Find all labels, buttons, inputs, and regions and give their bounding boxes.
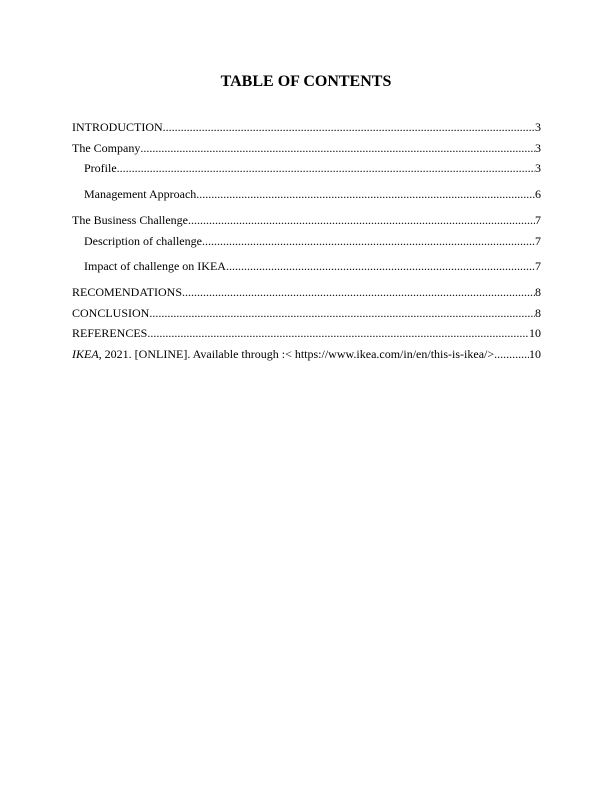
toc-entry-page: 7 — [535, 213, 541, 227]
toc-title: TABLE OF CONTENTS — [220, 73, 392, 90]
toc-entry-introduction[interactable] — [72, 120, 541, 135]
toc-leader-dots — [494, 347, 529, 362]
toc-entry-label: The Business Challenge — [72, 213, 188, 227]
toc-entry-recomendations[interactable] — [72, 285, 541, 300]
toc-list — [72, 0, 541, 792]
toc-entry-label: REFERENCES — [72, 326, 148, 340]
toc-leader-dots — [226, 259, 535, 274]
toc-entry-page: 7 — [535, 259, 541, 273]
toc-leader-dots — [117, 161, 535, 176]
toc-entry-page: 8 — [535, 285, 541, 299]
toc-leader-dots — [147, 326, 529, 341]
toc-entry-label — [72, 347, 494, 362]
toc-leader-dots — [182, 285, 535, 300]
toc-entry-label: Description of challenge — [84, 234, 202, 248]
toc-entry-description-of-challenge[interactable] — [84, 234, 541, 249]
toc-entry-page: 10 — [529, 347, 541, 361]
toc-entry-label: Management Approach — [84, 187, 197, 201]
toc-entry-page: 3 — [535, 141, 541, 155]
toc-entry-page: 7 — [535, 234, 541, 248]
toc-entry-page: 10 — [529, 326, 541, 340]
toc-leader-dots — [196, 187, 535, 202]
toc-leader-dots — [188, 213, 535, 228]
toc-leader-dots — [140, 141, 535, 156]
toc-entry-ikea-reference[interactable] — [72, 347, 541, 362]
toc-leader-dots — [163, 120, 535, 135]
toc-entry-label: INTRODUCTION — [72, 120, 163, 134]
toc-entry-label: Impact of challenge on IKEA — [84, 259, 226, 273]
toc-entry-impact-of-challenge[interactable] — [84, 259, 541, 274]
toc-entry-page: 3 — [535, 120, 541, 134]
toc-entry-profile[interactable] — [84, 161, 541, 176]
toc-entry-page: 6 — [535, 187, 541, 201]
toc-entry-label: CONCLUSION — [72, 306, 150, 320]
toc-entry-page: 8 — [535, 306, 541, 320]
toc-entry-label-italic: IKEA — [72, 347, 99, 361]
toc-entry-label: The Company — [72, 141, 141, 155]
toc-entry-label: Profile — [84, 161, 117, 175]
toc-leader-dots — [202, 234, 535, 249]
toc-entry-label-rest: , 2021. [ONLINE]. Available through :< https://www.ikea.com/in/en/this-is-ikea/> — [98, 347, 495, 361]
toc-entry-the-company[interactable] — [72, 141, 541, 156]
toc-entry-business-challenge[interactable] — [72, 213, 541, 228]
toc-entry-management-approach[interactable] — [84, 187, 541, 202]
toc-entry-conclusion[interactable] — [72, 306, 541, 321]
toc-entry-references[interactable] — [72, 326, 541, 341]
toc-entry-page: 3 — [535, 161, 541, 175]
toc-leader-dots — [149, 306, 535, 321]
toc-entry-label: RECOMENDATIONS — [72, 285, 183, 299]
